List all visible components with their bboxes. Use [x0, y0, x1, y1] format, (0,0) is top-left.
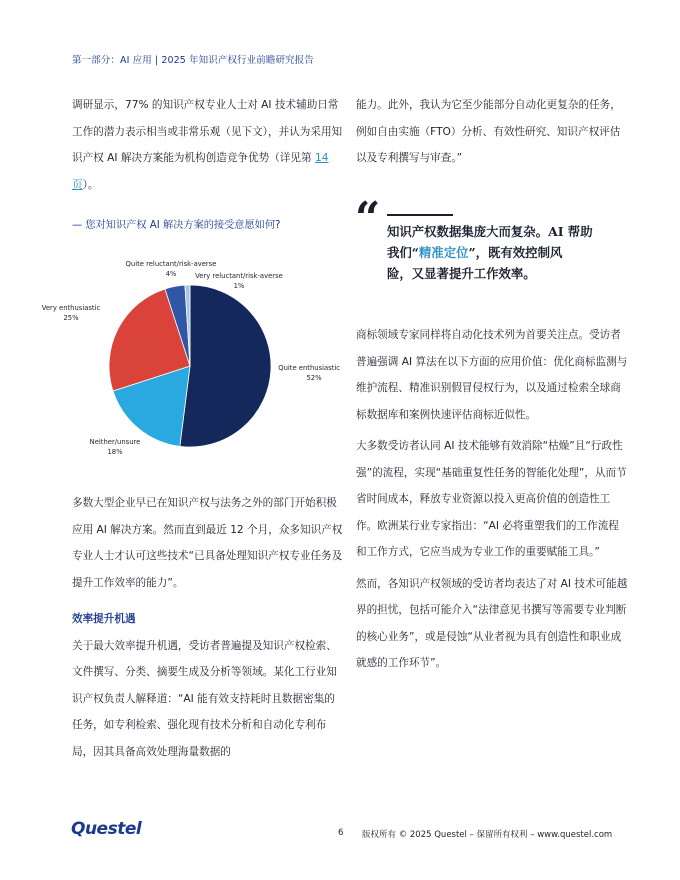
intro-paragraph: [72, 92, 344, 198]
quote-mark-icon: “: [355, 193, 381, 244]
left-column-bottom: [72, 490, 344, 765]
section-title: 效率提升机遇: [72, 613, 136, 625]
concern-paragraph: 然而，各知识产权领域的受访者均表达了对 AI 技术可能越界的担忧，包括可能介入“法律意见书撰写等需要专业判断的核心业务”，或是侵蚀“从业者视为具有创造性和职业成就感的工作环节”。: [356, 577, 628, 669]
quote-line-1: 知识产权数据集庞大而复杂。AI 帮助: [387, 224, 593, 239]
pie-label-value: 25%: [63, 314, 79, 322]
continuation-paragraph: 能力。此外，我认为它至少能部分自动化更复杂的任务，例如自由实施（FTO）分析、有效性研究、知识产权评估以及专利撰写与审查。”: [356, 99, 621, 164]
pie-label-value: 18%: [107, 448, 123, 456]
automation-paragraph: 大多数受访者认同 AI 技术能够有效消除“枯燥”且“行政性强”的流程，实现“基础重复性任务的智能化处理”，从而节省时间成本，释放专业资源以投入更高价值的创造性工作。欧洲某行业专家指出：“AI 必将重塑我们的工作流程和工作方式，它应当成为专业工作的重要赋能工具。”: [356, 440, 627, 558]
pie-slice-quite-enthusiastic: [180, 285, 271, 447]
right-column-top: [356, 92, 628, 172]
pie-label-value: 52%: [306, 374, 322, 382]
pie-label-name: Very enthusiastic: [41, 304, 101, 312]
page-link[interactable]: 14 页: [72, 152, 329, 191]
chart-title: — 您对知识产权 AI 解决方案的接受意愿如何?: [72, 220, 281, 231]
pie-label-name: Neither/unsure: [89, 438, 141, 446]
pie-label-name: Quite enthusiastic: [278, 364, 340, 372]
pie-label-name: Very reluctant/risk-averse: [195, 272, 283, 280]
quote-line-2-pre: 我们“: [387, 245, 419, 260]
quote-line-3: 险，又显著提升工作效率。: [387, 266, 536, 281]
quote-line-2-post: ”，既有效控制风: [468, 245, 563, 260]
pull-quote: [355, 193, 637, 287]
pie-chart: [0, 230, 340, 480]
trademark-paragraph: 商标领域专家同样将自动化技术列为首要关注点。受访者普遍强调 AI 算法在以下方面的应用价值：优化商标监测与维护流程、精准识别假冒侵权行为，以及通过检索全球商标数据库和案例快速评估商标近似性。: [356, 329, 628, 421]
questel-logo: Questel: [71, 819, 142, 839]
efficiency-paragraph: 关于最大效率提升机遇，受访者普遍提及知识产权检索、文件撰写、分类、摘要生成及分析等领域。某化工行业知识产权负责人解释道：“AI 能有效支持耗时且数据密集的任务，如专利检索、强化现有技术分析和自动化专利布局，因其具备高效处理海量数据的: [72, 639, 337, 758]
right-column-bottom: [356, 322, 628, 677]
intro-text-end: ）。: [82, 178, 99, 191]
quote-highlight: 精准定位: [418, 245, 469, 260]
pie-label-value: 4%: [165, 270, 177, 278]
pie-label-value: 1%: [233, 282, 245, 290]
page-number: 6: [338, 828, 344, 838]
running-header: 第一部分：AI 应用 | 2025 年知识产权行业前瞻研究报告: [72, 55, 314, 66]
left-column-top: [72, 92, 344, 198]
enterprise-paragraph: 多数大型企业早已在知识产权与法务之外的部门开始积极应用 AI 解决方案。然而直到最近 12 个月，众多知识产权专业人士才认可这些技术“已具备处理知识产权专业任务及提升工作效率的能力”。: [72, 497, 343, 589]
quote-line-2: [387, 242, 637, 263]
quote-text: [387, 221, 637, 284]
intro-text: 调研显示，77% 的知识产权专业人士对 AI 技术辅助日常工作的潜力表示相当或非常乐观（见下文），并认为采用知识产权 AI 解决方案能为机构创造竞争优势（详见第: [72, 99, 343, 164]
copyright-notice: 版权所有 © 2025 Questel – 保留所有权利 – www.questel.com: [362, 830, 613, 840]
pie-label-name: Quite reluctant/risk-averse: [125, 260, 217, 268]
quote-rule: [387, 214, 453, 216]
